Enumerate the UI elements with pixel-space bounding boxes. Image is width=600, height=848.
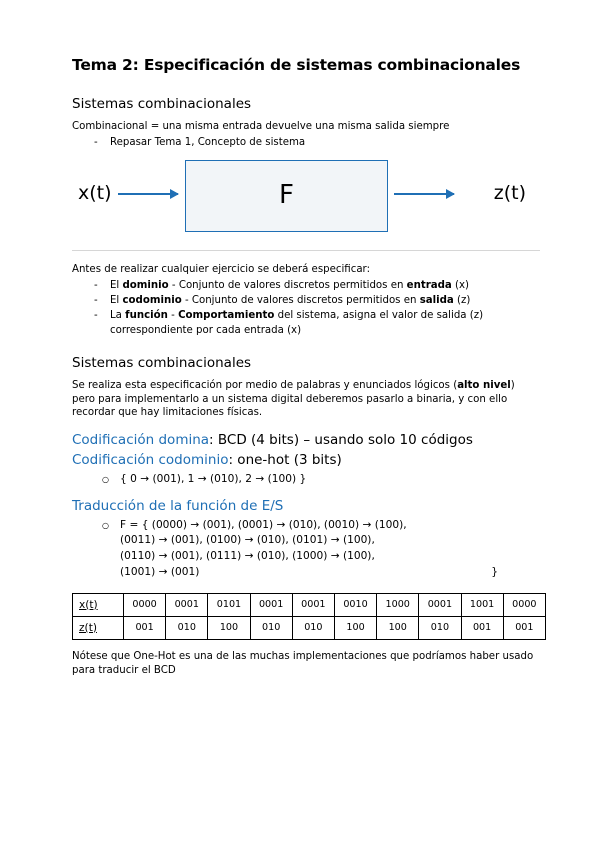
function-block-label: F [279, 180, 294, 211]
text-blue: Codificación domina [72, 432, 210, 449]
text: - Conjunto de valores discretos permitidos en [168, 279, 407, 291]
section1-intro: Combinacional = una misma entrada devuelve una misma salida siempre [72, 121, 450, 132]
footnote: Nótese que One-Hot es una de las muchas implementaciones que podríamos haber usado para traducir el BCD [72, 650, 534, 676]
system-block-diagram [72, 160, 540, 251]
table-cell: 100 [334, 616, 376, 639]
section1-bullet-list [72, 136, 540, 150]
funcion-line-2: (0011) → (001), (0100) → (010), (0101) → (100), [120, 533, 375, 546]
funcion-list [72, 518, 540, 533]
text: (z) [453, 295, 471, 307]
table-cell: 0010 [334, 593, 376, 616]
text-blue: Codificación codominio [72, 452, 229, 469]
table-cell: 1000 [377, 593, 419, 616]
table-cell: 0000 [124, 593, 166, 616]
truth-table [72, 593, 546, 640]
section2-paragraph [72, 379, 540, 420]
diagram-output-label: z(t) [493, 182, 526, 205]
table-cell: 100 [377, 616, 419, 639]
text-bold: salida [419, 295, 454, 307]
input-arrow-icon [118, 193, 178, 195]
text: : one-hot (3 bits) [228, 452, 342, 469]
table-cell: 0001 [166, 593, 208, 616]
text-bold: función [125, 310, 168, 322]
codominio-list [72, 472, 540, 487]
spec-item-continuation: correspondiente por cada entrada (x) [110, 324, 302, 336]
output-arrow-icon [394, 193, 454, 195]
heading-codificacion-codominio [72, 452, 540, 468]
funcion-line-3: (0110) → (001), (0111) → (010), (1000) → (100), [120, 549, 375, 562]
text: : BCD (4 bits) – usando solo 10 códigos [209, 432, 473, 449]
list-item: - Repasar Tema 1, Concepto de sistema [88, 136, 540, 150]
table-cell: 0001 [292, 593, 334, 616]
table-cell: 1001 [461, 593, 503, 616]
list-item [88, 309, 540, 338]
spec-list [72, 279, 540, 338]
section-heading-combinational-1: Sistemas combinacionales [72, 96, 252, 112]
row-label-z: z(t) [73, 616, 124, 639]
section-heading-combinational-2: Sistemas combinacionales [72, 354, 252, 371]
text: La [110, 310, 126, 322]
row-label-x: x(t) [73, 593, 124, 616]
page-title: Tema 2: Especificación de sistemas combinacionales [72, 56, 521, 74]
text: - [167, 310, 179, 322]
table-cell: 001 [503, 616, 545, 639]
text: (1001) → (001) [120, 565, 200, 578]
text: El [110, 295, 123, 307]
table-cell: 001 [461, 616, 503, 639]
table-row [73, 616, 546, 639]
text: El [110, 279, 123, 291]
table-cell: 0101 [208, 593, 250, 616]
text: Se realiza esta especificación por medio de palabras y enunciados lógicos ( [72, 379, 458, 391]
list-item [88, 294, 540, 308]
heading-codificacion-dominio [72, 432, 540, 448]
text-bold: dominio [122, 279, 169, 291]
text-bold: Comportamiento [178, 310, 275, 322]
table-cell: 010 [166, 616, 208, 639]
table-cell: 010 [292, 616, 334, 639]
text-bold: codominio [122, 295, 182, 307]
list-item: ○ F = { (0000) → (001), (0001) → (010), (0010) → (100), [102, 518, 540, 533]
table-row [73, 593, 546, 616]
table-cell: 100 [208, 616, 250, 639]
table-cell: 0000 [503, 593, 545, 616]
text: } [491, 565, 498, 578]
table-cell: 001 [124, 616, 166, 639]
funcion-line-4 [72, 565, 540, 581]
text-bold: alto nivel [457, 379, 511, 391]
list-item [88, 279, 540, 293]
table-cell: 0001 [419, 593, 461, 616]
text: (x) [451, 279, 469, 291]
heading-traduccion-funcion: Traducción de la función de E/S [72, 497, 284, 514]
spec-intro: Antes de realizar cualquier ejercicio se deberá especificar: [72, 264, 370, 276]
diagram-input-label: x(t) [78, 182, 112, 205]
table-cell: 010 [419, 616, 461, 639]
table-cell: 010 [250, 616, 292, 639]
function-block [185, 160, 388, 232]
text: del sistema, asigna el valor de salida (z) [274, 310, 484, 322]
text-bold: entrada [406, 279, 452, 291]
list-item: ○ { 0 → (001), 1 → (010), 2 → (100) } [102, 472, 540, 487]
text: ) pero para implementarlo a un sistema digital deberemos pasarlo a binaria, y con ello recordar que hay limitaciones físicas. [72, 379, 515, 419]
table-cell: 0001 [250, 593, 292, 616]
text: - Conjunto de valores discretos permitidos en [181, 295, 420, 307]
